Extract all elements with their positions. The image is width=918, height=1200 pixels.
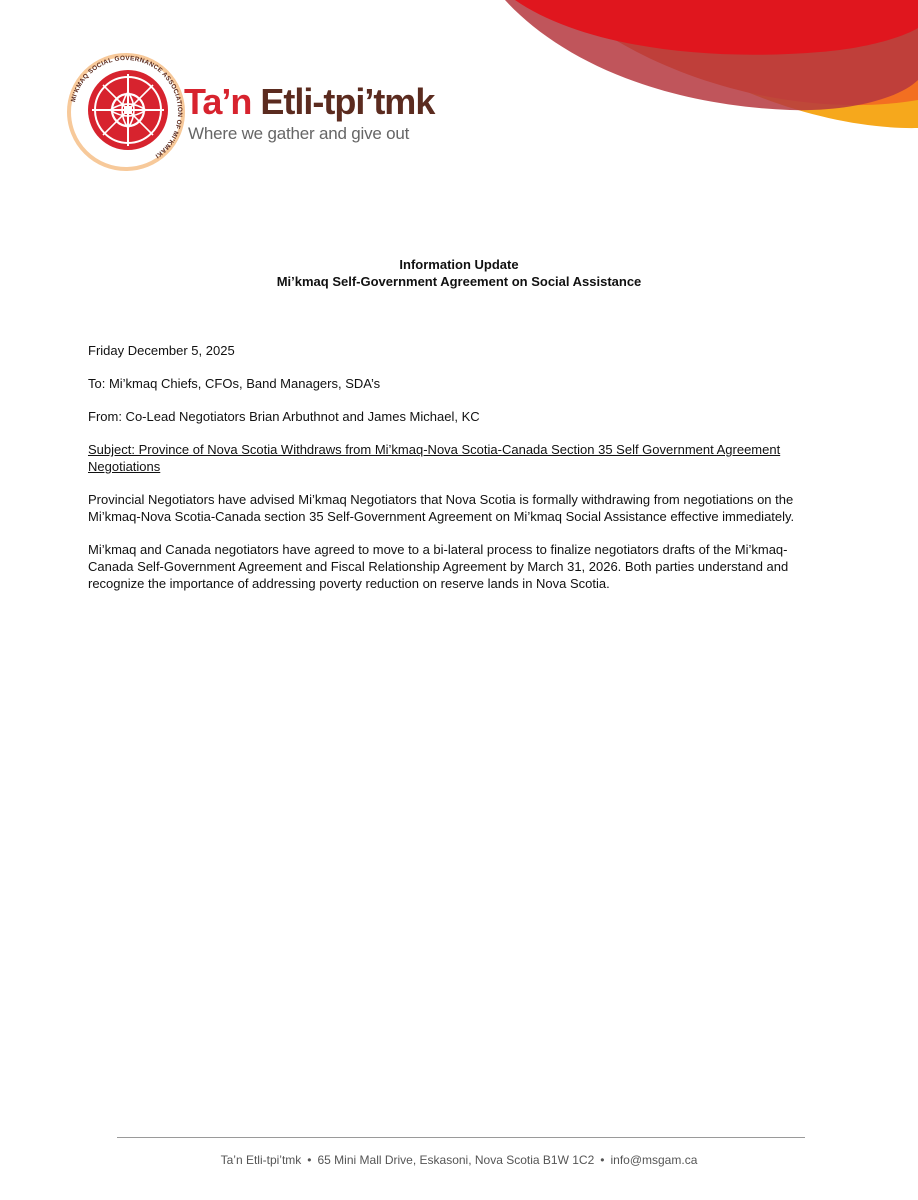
letter-sender: From: Co-Lead Negotiators Brian Arbuthnot and James Michael, KC <box>88 409 480 424</box>
letter-subject: Subject: Province of Nova Scotia Withdraws from Mi’kmaq-Nova Scotia-Canada Section 35 Self Government Agreement Negotiations <box>88 442 781 474</box>
document-subtitle: Mi’kmaq Self-Government Agreement on Social Assistance <box>276 274 642 289</box>
body-paragraph-2: Mi’kmaq and Canada negotiators have agreed to move to a bi-lateral process to finalize negotiators drafts of the Mi’kmaq-Canada Self-Government Agreement and Fiscal Relationship Agreement by March 31, 2026. Both parties understand and recognize the importance of addressing poverty reduction on reserve lands in Nova Scotia. <box>88 542 789 591</box>
bullet-separator-icon: • <box>307 1153 312 1167</box>
seal-ring-text: MI’KMAQ SOCIAL GOVERNANCE ASSOCIATION OF MI’KMAKI <box>69 54 184 160</box>
footer-email[interactable]: info@msgam.ca <box>610 1153 698 1167</box>
brand-name-ta: Ta’n <box>184 81 252 122</box>
seal-logo-icon <box>66 52 186 172</box>
footer-contact <box>0 1153 918 1167</box>
footer-address: 65 Mini Mall Drive, Eskasoni, Nova Scotia B1W 1C2 <box>317 1153 595 1167</box>
letter-date: Friday December 5, 2025 <box>88 343 235 358</box>
letter-recipients: To: Mi’kmaq Chiefs, CFOs, Band Managers, SDA’s <box>88 376 381 391</box>
body-paragraph-1: Provincial Negotiators have advised Mi’kmaq Negotiators that Nova Scotia is formally withdrawing from negotiations on the Mi’kmaq-Nova Scotia-Canada section 35 Self-Government Agreement on Mi’kmaq Social Assistance effective immediately. <box>88 492 795 524</box>
brand-tagline: Where we gather and give out <box>188 124 410 143</box>
document-heading <box>0 256 918 290</box>
brand-name-rest: Etli-tpi’tmk <box>251 81 435 122</box>
letter-body <box>88 342 828 608</box>
footer-divider <box>117 1137 805 1138</box>
document-title: Information Update <box>399 257 519 272</box>
bullet-separator-icon: • <box>600 1153 605 1167</box>
footer-org: Ta’n Etli-tpi’tmk <box>220 1153 302 1167</box>
brand-wordmark <box>184 82 434 122</box>
